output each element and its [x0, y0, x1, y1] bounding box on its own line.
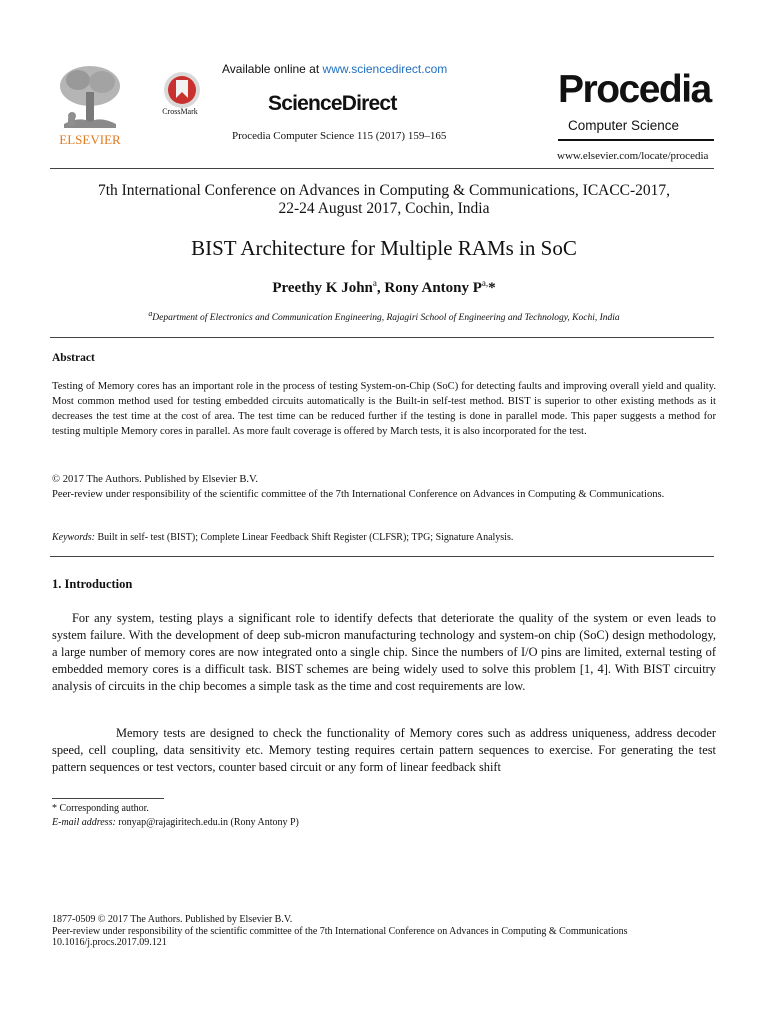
footer-issn: 1877-0509 © 2017 The Authors. Published by Elsevier B.V.	[52, 914, 293, 925]
author-1: Preethy K John	[272, 280, 373, 296]
email-note	[52, 816, 716, 830]
abstract-body: Testing of Memory cores has an important role in the process of testing System-on-Chip (SoC) for detecting faults and improving overall yield and quality. Most common method used for testing embedded circuits automatically is the Built-in self-test method. BIST is superior to other existing methods as it decreases the test time at the cost of area. The test time can be reduced further if the testing is done in parallel mode. This paper suggests a method for testing multiple Memory cores in parallel. As more fault coverage is offered by March tests, it is also incorporated for the test.	[52, 381, 716, 437]
crossmark-icon	[158, 70, 206, 110]
abstract-heading: Abstract	[52, 352, 95, 364]
footer-peer-review: Peer-review under responsibility of the scientific committee of the 7th International Conference on Advances in Computing & Communications	[52, 925, 628, 937]
email-label: E-mail address:	[52, 817, 116, 828]
sciencedirect-wordmark: ScienceDirect	[268, 92, 397, 115]
intro-paragraph-2: Memory tests are designed to check the functionality of Memory cores such as address uniqueness, address decoder speed, cell coupling, data sensitivity etc. Memory testing requires certain pattern sequences to exercise. For generating the test pattern sequences or test vectors, counter based circuit or any form of linear feedback shift	[52, 726, 716, 774]
affiliation	[50, 309, 718, 323]
page-footer	[52, 914, 716, 949]
conference-line-2: 22-24 August 2017, Cochin, India	[278, 200, 490, 217]
paper-title: BIST Architecture for Multiple RAMs in SoC	[191, 236, 577, 260]
keywords	[52, 532, 716, 543]
available-prefix: Available online at	[222, 62, 323, 76]
sciencedirect-link[interactable]: www.sciencedirect.com	[322, 62, 448, 76]
footnote-divider	[52, 798, 164, 799]
keywords-text: Built in self- test (BIST); Complete Linear Feedback Shift Register (CLFSR); TPG; Signature Analysis.	[94, 532, 514, 543]
footnote	[52, 802, 716, 830]
header-divider	[50, 168, 714, 169]
svg-text:ELSEVIER: ELSEVIER	[59, 132, 121, 147]
copyright-line: © 2017 The Authors. Published by Elsevier B.V.	[52, 474, 258, 485]
elsevier-tree-icon	[50, 62, 130, 148]
procedia-wordmark: Procedia	[558, 68, 711, 111]
email-address[interactable]: ronyap@rajagiritech.edu.in (Rony Antony P)	[115, 817, 299, 828]
available-online-line	[222, 62, 447, 76]
footer-doi[interactable]: 10.1016/j.procs.2017.09.121	[52, 937, 167, 948]
author-2-affiliation-mark: a,	[481, 278, 489, 288]
procedia-subtitle: Computer Science	[568, 118, 680, 133]
affiliation-text: Department of Electronics and Communication Engineering, Rajagiri School of Engineering and Technology, Kochi, India	[152, 313, 620, 324]
procedia-underline	[558, 139, 714, 141]
intro-paragraph-1: For any system, testing plays a significant role to identify defects that deteriorate the quality of the system or even leads to system failure. With the development of deep sub-micron manufacturing technology and system-on chip (SoC) design methodology, a large number of memory cores are now integrated onto a single chip. Since the numbers of I/O pins are limited, external testing of embedded memory cores is a difficult task. BIST schemes are being widely used to solve this problem [1, 4]. With BIST circuitry analysis of circuits in the chip becomes a simple task as the time and cost requirements are low.	[52, 611, 716, 693]
affiliation-mark: a	[148, 309, 153, 318]
author-1-affiliation-mark: a	[372, 278, 377, 288]
peer-review-line: Peer-review under responsibility of the scientific committee of the 7th International Conference on Advances in Computing & Communications.	[52, 489, 665, 500]
section-heading-introduction: 1. Introduction	[52, 577, 133, 591]
crossmark-label: CrossMark	[162, 107, 198, 116]
elsevier-logo	[50, 62, 130, 148]
procedia-url[interactable]: www.elsevier.com/locate/procedia	[557, 150, 709, 162]
corresponding-author-note: * Corresponding author.	[52, 803, 149, 814]
conference-info	[50, 182, 718, 218]
copyright-block	[52, 472, 716, 502]
abstract-bottom-divider	[50, 556, 714, 557]
abstract-top-divider	[50, 337, 714, 338]
keywords-label: Keywords:	[52, 532, 95, 543]
author-list	[50, 278, 718, 297]
journal-reference: Procedia Computer Science 115 (2017) 159–165	[232, 130, 447, 142]
author-2: , Rony Antony P	[376, 280, 482, 296]
corresponding-star: *	[488, 280, 496, 296]
conference-line-1: 7th International Conference on Advances in Computing & Communications, ICACC-2017,	[97, 182, 671, 199]
